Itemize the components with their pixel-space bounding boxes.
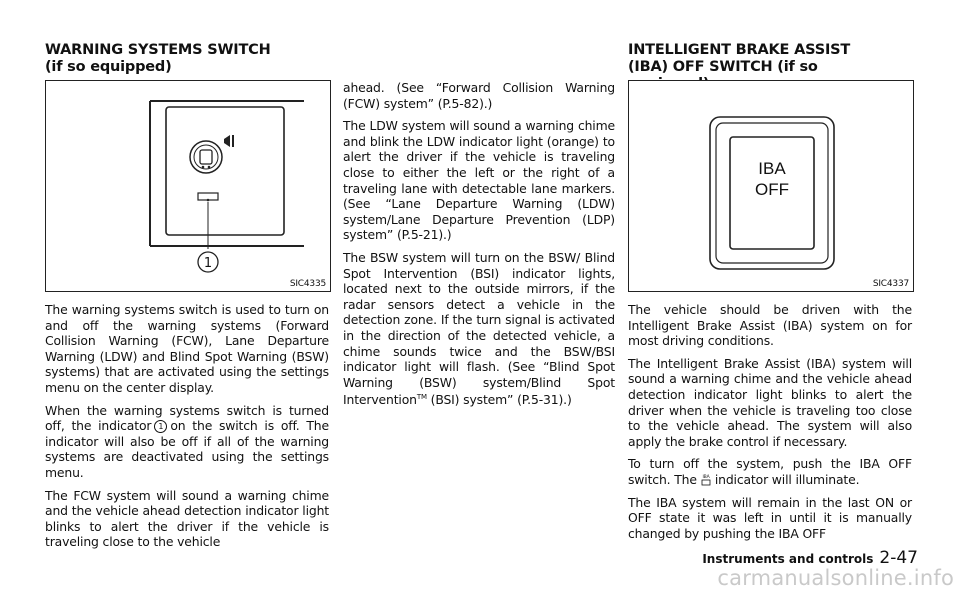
text-column-3 [628, 302, 912, 548]
watermark: carmanualsonline.info [717, 566, 954, 590]
page-footer [702, 548, 918, 568]
footer-section-name: Instruments and controls [702, 552, 874, 566]
figure-code-right: SIC4337 [872, 279, 909, 289]
right-heading: INTELLIGENT BRAKE ASSIST (IBA) OFF SWITCH (if so [628, 42, 851, 75]
warning-switch-figure [45, 80, 331, 292]
col2-paragraph-3: The BSW system will turn on the BSW/ Blind Spot Intervention (BSI) indicator lights, located next to the outside mirrors, if the radar sensors detect a vehicle in the detection zone. If the turn signal is activated in the direction of the detected vehicle, a chime sounds twice and the BSW/BSI indicator light will flash. (See “Blind Spot Warning (BSW) system/Blind Spot Intervention™ (BSI) system” (P.5-31).) [343, 249, 615, 408]
col1-paragraph-3: The FCW system will sound a warning chime and the vehicle ahead detection indicator light blinks to alert the driver if the vehicle is traveling close to the vehicle [45, 487, 329, 550]
iba-button-label-line1: IBA [758, 159, 786, 178]
col1-paragraph-2: When the warning systems switch is turned off, the indicator 1 on the switch is off. The indicator will also be off if all of the warning systems are deactivated using the settings menu. [45, 402, 329, 480]
col3-paragraph-3: To turn off the system, push the IBA OFF switch. The IBA indicator will illuminate. [628, 456, 912, 487]
warning-switch-illustration [46, 81, 330, 291]
left-heading: WARNING SYSTEMS SWITCH (if so equipped) [45, 42, 271, 75]
col3-paragraph-1: The vehicle should be driven with the Intelligent Brake Assist (IBA) system on for most driving conditions. [628, 302, 912, 349]
text-column-2 [343, 80, 615, 415]
col2-paragraph-1: ahead. (See “Forward Collision Warning (FCW) system” (P.5-82).) [343, 80, 615, 111]
iba-button-label-line2: OFF [755, 180, 789, 199]
footer-page-number: 2-47 [879, 548, 918, 568]
text-column-1 [45, 302, 329, 557]
callout-1: 1 [203, 256, 213, 271]
figure-code-left: SIC4335 [289, 279, 326, 289]
col1-paragraph-1: The warning systems switch is used to turn on and off the warning systems (Forward Collision Warning (FCW), Lane Departure Warning (LDW) and Blind Spot Warning (BSW) systems) that are activated using the settings menu on the center display. [45, 302, 329, 395]
col3-paragraph-4: The IBA system will remain in the last ON or OFF state it was left in until it is manually changed by pushing the IBA OFF [628, 494, 912, 541]
col2-paragraph-2: The LDW system will sound a warning chime and blink the LDW indicator light (orange) to alert the driver if the vehicle is traveling close to either the left or the right of a traveling lane with detectable lane markers. (See “Lane Departure Warning (LDW) system/Lane Departure Prevention (LDP) system” (P.5-21).) [343, 118, 615, 243]
col3-paragraph-2: The Intelligent Brake Assist (IBA) system will sound a warning chime and the vehicle ahead detection indicator light blinks to alert the driver when the vehicle is traveling too close to the vehicle ahead. The system will also apply the brake control if necessary. [628, 355, 912, 449]
iba-indicator-icon [700, 473, 712, 486]
callout-1-inline: 1 [154, 420, 167, 433]
iba-switch-illustration [629, 81, 913, 291]
svg-text:IBA: IBA [702, 474, 710, 480]
iba-switch-figure [628, 80, 914, 292]
trademark-sup: TM [416, 393, 427, 402]
